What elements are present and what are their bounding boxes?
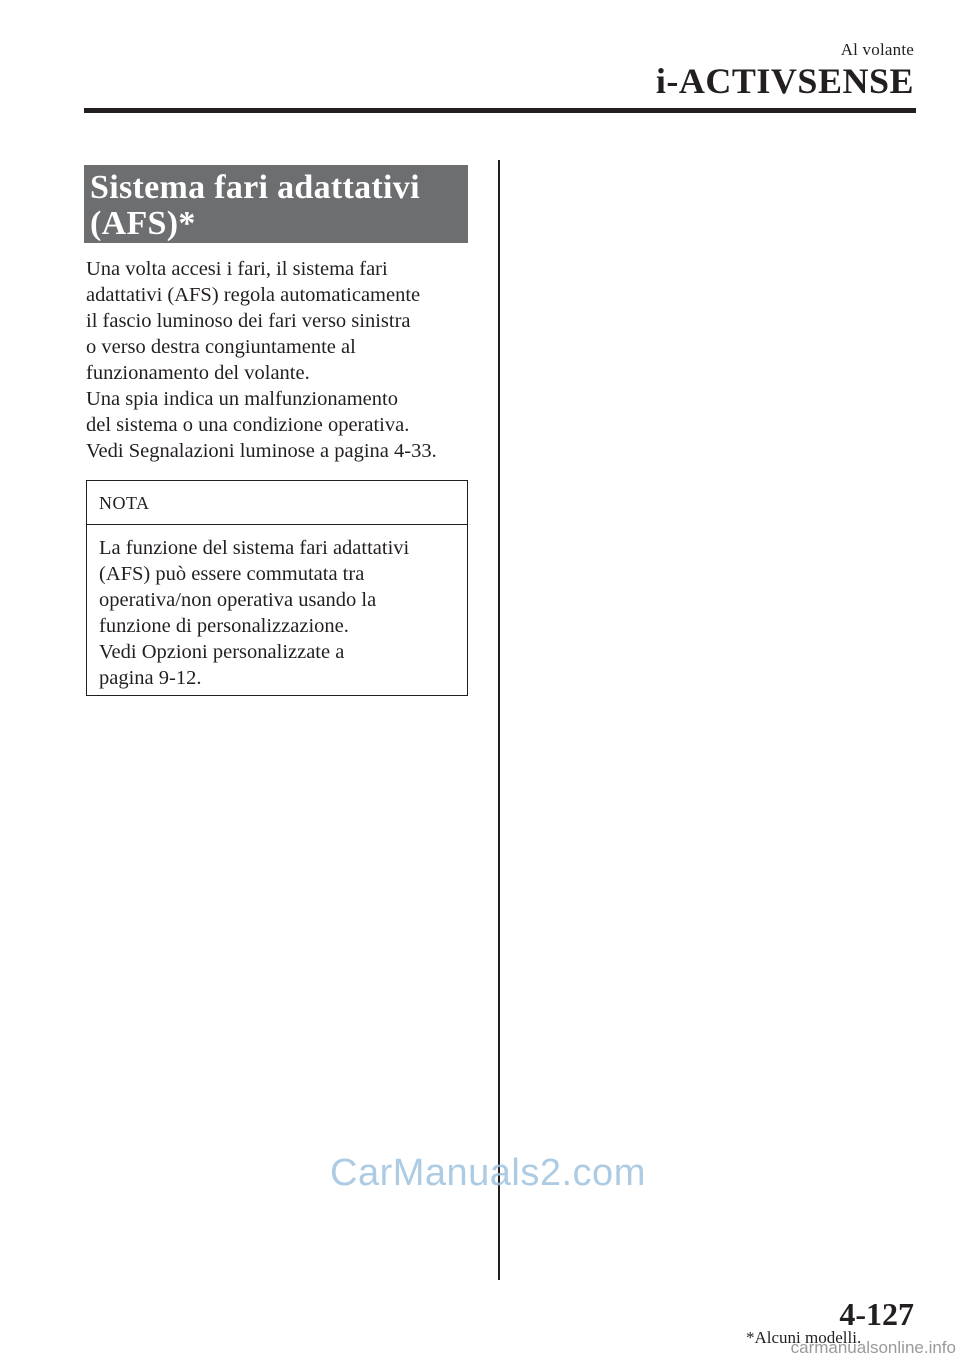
note-line: funzione di personalizzazione. (99, 615, 349, 637)
body-line: Una volta accesi i fari, il sistema fari (86, 258, 388, 280)
page-number: 4-127 (839, 1296, 914, 1332)
body-line: o verso destra congiuntamente al (86, 336, 356, 358)
chapter-title: Al volante (840, 40, 914, 59)
page-title-line-2: (AFS)* (90, 205, 196, 242)
note-line: (AFS) può essere commutata tra (99, 563, 365, 585)
footer-site-link[interactable]: carmanualsonline.info (790, 1338, 956, 1357)
note-line: pagina 9-12. (99, 667, 202, 689)
page-title (84, 165, 468, 243)
watermark-logo: CarManuals2.com (330, 1152, 646, 1194)
body-line: Vedi Segnalazioni luminose a pagina 4-33. (86, 440, 437, 462)
body-paragraph (86, 256, 486, 464)
body-line: il fascio luminoso dei fari verso sinistra (86, 310, 411, 332)
note-label: NOTA (87, 481, 467, 525)
note-line: La funzione del sistema fari adattativi (99, 537, 410, 559)
footnote: *Alcuni modelli. (746, 1328, 862, 1347)
column-divider (498, 160, 500, 1280)
body-line: Una spia indica un malfunzionamento (86, 388, 398, 410)
note-box (86, 480, 468, 696)
note-line: operativa/non operativa usando la (99, 589, 377, 611)
body-line: funzionamento del volante. (86, 362, 310, 384)
body-line: adattativi (AFS) regola automaticamente (86, 284, 421, 306)
note-line: Vedi Opzioni personalizzate a (99, 641, 345, 663)
section-title: i-ACTIVSENSE (655, 61, 914, 101)
page-title-line-1: Sistema fari adattativi (90, 169, 420, 206)
note-body (87, 525, 467, 691)
header-divider (84, 108, 916, 113)
body-line: del sistema o una condizione operativa. (86, 414, 410, 436)
